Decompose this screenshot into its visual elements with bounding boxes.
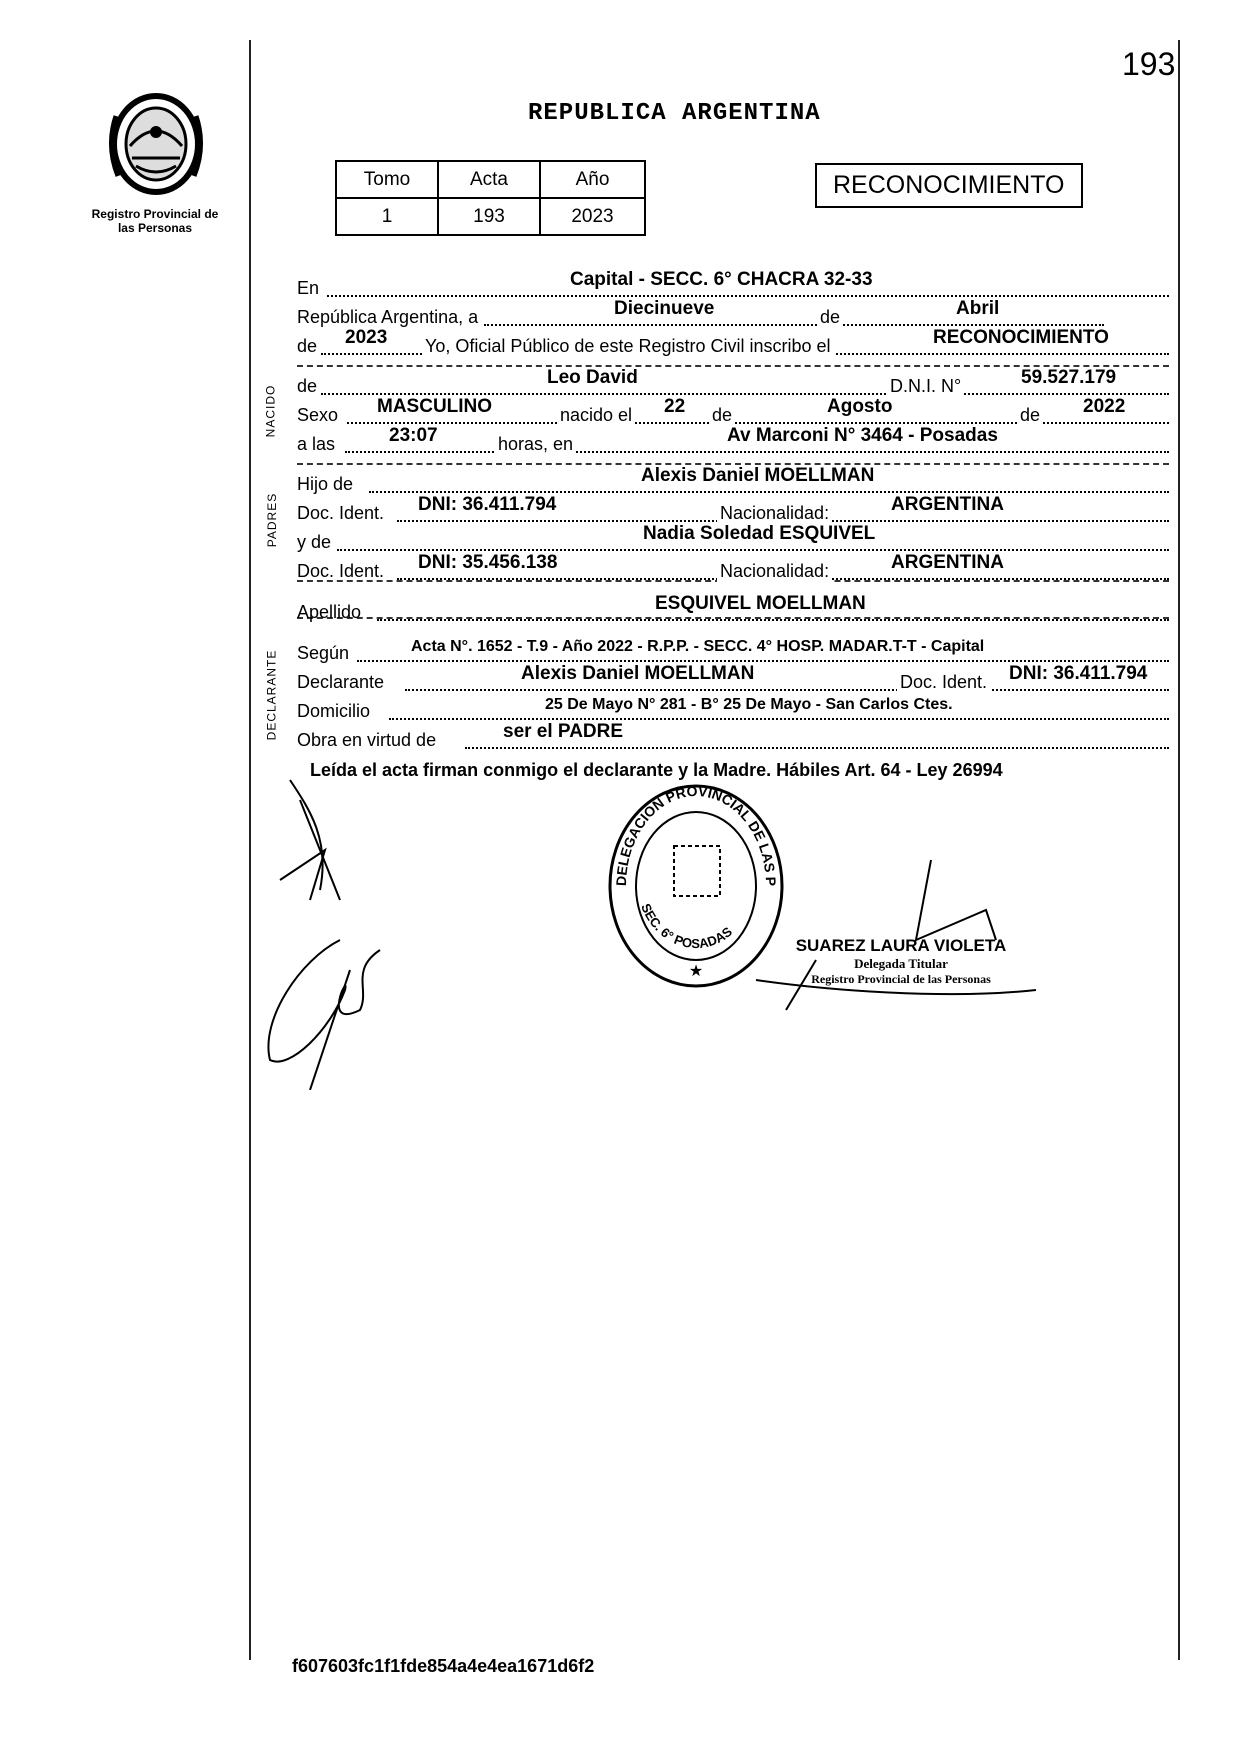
domicilio-value: 25 De Mayo N° 281 - B° 25 De Mayo - San Carlos Ctes.	[545, 696, 953, 713]
signature-scribble-icon	[250, 770, 400, 1090]
nacimiento-dia: 22	[664, 396, 686, 417]
republica-label: República Argentina, a	[297, 307, 479, 327]
registry-name: Registro Provincial de las Personas	[91, 207, 219, 235]
row-y-de	[297, 523, 1169, 555]
row-segun	[297, 637, 1169, 666]
horas-en-label: horas, en	[495, 434, 576, 455]
nacionalidad-label: Nacionalidad:	[717, 561, 832, 582]
row-nombre	[297, 367, 1169, 399]
section-tag-nacido: NACIDO	[263, 384, 278, 438]
apellido-value: ESQUIVEL MOELLMAN	[655, 593, 866, 614]
de-label: de	[297, 376, 318, 396]
page-number: 193	[1122, 46, 1176, 82]
hora-value: 23:07	[389, 425, 438, 446]
document-type-box: RECONOCIMIENTO	[815, 163, 1083, 208]
declarant-signature	[250, 770, 400, 1090]
de-label: de	[1017, 405, 1043, 426]
hijo-label: Hijo de	[297, 474, 354, 494]
segun-label: Según	[297, 643, 350, 663]
official-org: Registro Provincial de las Personas	[811, 972, 991, 986]
segun-value: Acta N°. 1652 - T.9 - Año 2022 - R.P.P. - SECC. 4° HOSP. MADAR.T-T - Capital	[411, 638, 985, 655]
table-header-row	[336, 161, 645, 198]
nombre-value: Leo David	[547, 367, 638, 388]
signature-scribble-icon	[746, 850, 1046, 1020]
docident-label: Doc. Ident.	[297, 503, 385, 523]
padre-nacionalidad: ARGENTINA	[891, 494, 1004, 515]
svg-text:SEC. 6° POSADAS	[638, 901, 735, 951]
nacimiento-mes: Agosto	[827, 396, 893, 417]
table-header-cell: Acta	[438, 161, 540, 198]
declarante-value: Alexis Daniel MOELLMAN	[521, 663, 755, 684]
row-inscribo	[297, 327, 1169, 359]
closing-note: Leída el acta firman conmigo el declarante y la Madre. Hábiles Art. 64 - Ley 26994	[310, 760, 1003, 780]
madre-nacionalidad: ARGENTINA	[891, 552, 1004, 573]
yde-label: y de	[297, 532, 332, 552]
table-header-cell: Año	[540, 161, 645, 198]
de-label: de	[817, 307, 843, 328]
tomo-value: 1	[336, 198, 438, 235]
stamp-text-top: DELEGACION PROVINCIAL DE LAS P	[612, 782, 780, 887]
row-madre-doc	[297, 552, 1169, 584]
nacionalidad-label: Nacionalidad:	[717, 503, 832, 524]
row-hijo-de	[297, 465, 1169, 497]
anio-value: 2023	[345, 327, 388, 348]
dia-value: Diecinueve	[614, 298, 715, 319]
tomo-acta-anio-table	[335, 160, 646, 236]
row-padre-doc	[297, 494, 1169, 526]
docident-label: Doc. Ident.	[897, 672, 990, 693]
official-name: SUAREZ LAURA VIOLETA	[795, 936, 1007, 955]
domicilio-label: Domicilio	[297, 701, 371, 721]
docident-label: Doc. Ident.	[297, 561, 385, 581]
lugar-value: Av Marconi N° 3464 - Posadas	[727, 425, 998, 446]
row-domicilio	[297, 695, 1169, 724]
nacimiento-anio: 2022	[1083, 396, 1126, 417]
row-declarante	[297, 663, 1169, 695]
province-logo	[96, 86, 216, 198]
table-row	[336, 198, 645, 235]
right-margin-line	[1178, 40, 1180, 1660]
row-apellido	[297, 593, 1169, 625]
official-role: Delegada Titular	[854, 956, 948, 971]
dni-value: 59.527.179	[1021, 367, 1117, 388]
anio-value: 2023	[540, 198, 645, 235]
section-tag-padres: PADRES	[265, 492, 280, 548]
de-label: de	[297, 336, 318, 356]
row-en	[297, 269, 1169, 301]
alas-label: a las	[297, 434, 336, 454]
madre-value: Nadia Soledad ESQUIVEL	[643, 523, 876, 544]
obra-label: Obra en virtud de	[297, 730, 437, 750]
stamp-text-bottom: SEC. 6° POSADAS	[638, 901, 735, 952]
nacido-label: nacido el	[557, 405, 635, 426]
madre-doc-value: DNI: 35.456.138	[418, 552, 558, 573]
obra-value: ser el PADRE	[503, 721, 624, 742]
sexo-label: Sexo	[297, 405, 339, 425]
section-tag-declarante: DECLARANTE	[264, 649, 279, 741]
dni-label: D.N.I. N°	[887, 376, 964, 397]
declarante-label: Declarante	[297, 672, 385, 692]
en-value: Capital - SECC. 6° CHACRA 32-33	[570, 269, 873, 290]
de-label: de	[709, 405, 735, 426]
row-sexo	[297, 396, 1169, 428]
svg-text:★: ★	[688, 963, 704, 980]
row-hora	[297, 425, 1169, 457]
official-signature	[746, 850, 1046, 1020]
oficial-text: Yo, Oficial Público de este Registro Civil inscribo el	[422, 336, 834, 357]
acta-value: 193	[438, 198, 540, 235]
province-seal-icon	[96, 86, 216, 198]
row-obra	[297, 721, 1169, 753]
tipo-value: RECONOCIMIENTO	[933, 327, 1109, 348]
en-label: En	[297, 278, 320, 298]
document-hash: f607603fc1f1fde854a4e4ea1671d6f2	[292, 1656, 595, 1676]
row-fecha	[297, 298, 1169, 330]
country-title: REPUBLICA ARGENTINA	[528, 100, 821, 127]
padre-doc-value: DNI: 36.411.794	[418, 494, 557, 515]
table-header-cell: Tomo	[336, 161, 438, 198]
apellido-label: Apellido	[297, 602, 362, 622]
mes-value: Abril	[956, 298, 1000, 319]
padre-value: Alexis Daniel MOELLMAN	[641, 465, 875, 486]
declarante-doc: DNI: 36.411.794	[1009, 663, 1148, 684]
official-block	[776, 936, 1026, 987]
sexo-value: MASCULINO	[377, 396, 493, 417]
